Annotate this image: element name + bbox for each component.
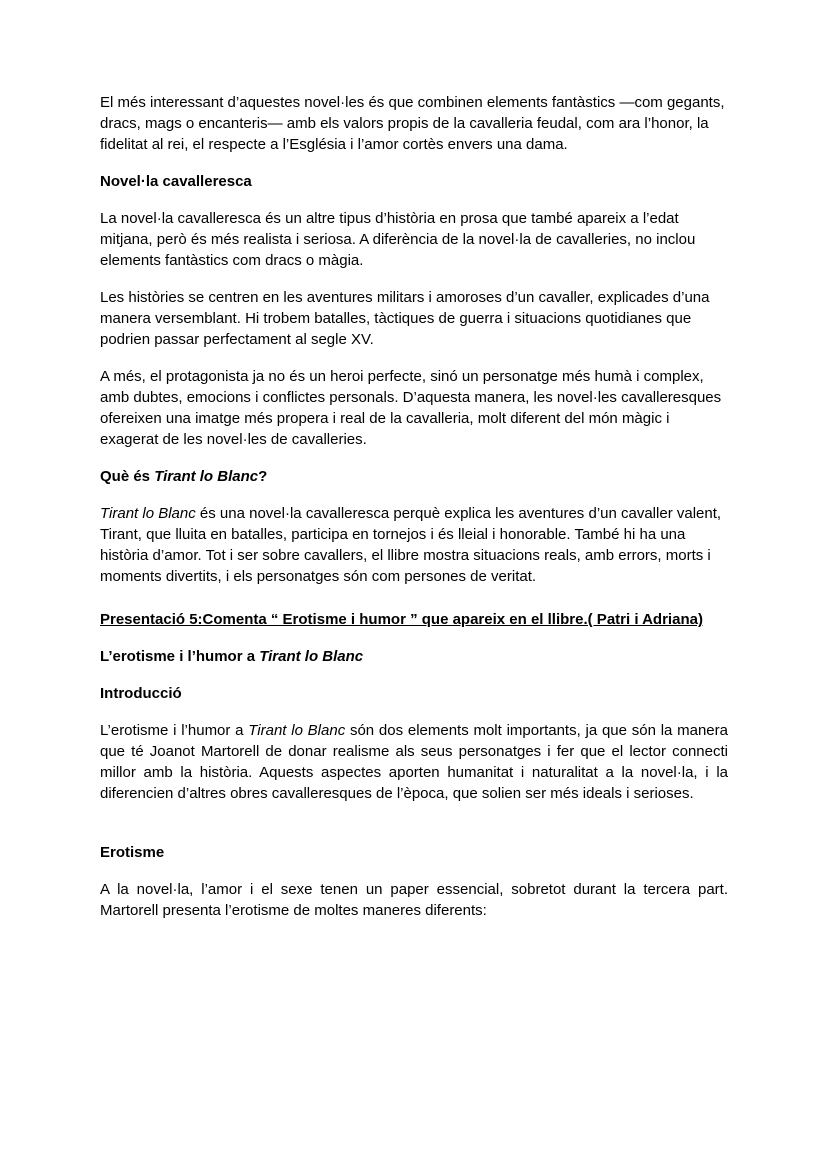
heading-erotisme-humor-pre: L’erotisme i l’humor a <box>100 648 260 665</box>
paragraph-novella-definicio: La novel·la cavalleresca és un altre tipus d’història en prosa que també apareix a l’edat mitjana, però és més realista i seriosa. A diferència de la novel·la de cavalleries, no inclou elements fantàstics com dracs o màgia. <box>100 210 696 269</box>
heading-introduccio: Introducció <box>100 685 182 702</box>
paragraph-erotisme: A la novel·la, l’amor i el sexe tenen un paper essencial, sobretot durant la tercera part. Martorell presenta l’erotisme de moltes maneres diferents: <box>100 881 728 919</box>
heading-que-es-tirant <box>100 466 728 487</box>
book-title-italic: Tirant lo Blanc <box>154 468 259 485</box>
book-title-italic: Tirant lo Blanc <box>248 722 346 739</box>
paragraph-introduccio-pre: L’erotisme i l’humor a <box>100 722 249 739</box>
paragraph-intro-fantastics: El més interessant d’aquestes novel·les és que combinen elements fantàstics —com gegants, dracs, mags o encanteris— amb els valors propis de la cavalleria feudal, com ara l’honor, la fidelitat al rei, el respecte a l’Església i l’amor cortès envers una dama. <box>100 94 725 153</box>
heading-que-es-post: ? <box>258 468 268 485</box>
paragraph-tirant-descripcio <box>100 503 728 587</box>
heading-erotisme-humor-tirant <box>100 646 728 667</box>
paragraph-protagonista-huma: A més, el protagonista ja no és un heroi perfecte, sinó un personatge més humà i complex, amb dubtes, emocions i conflictes personals. D’aquesta manera, les novel·les cavalleresques ofereixen una imatge més propera i real de la cavalleria, molt diferent del món màgic i exagerat de les novel·les de cavalleries. <box>100 368 722 448</box>
heading-novella-cavalleresca: Novel·la cavalleresca <box>100 173 252 190</box>
heading-presentacio-5: Presentació 5:Comenta “ Erotisme i humor ” que apareix en el llibre.( Patri i Adriana) <box>100 611 703 628</box>
heading-que-es-pre: Què és <box>100 468 155 485</box>
heading-erotisme: Erotisme <box>100 844 165 861</box>
paragraph-introduccio-post: són dos elements molt importants, ja que són la manera que té Joanot Martorell de donar realisme als seus personatges i fer que el lector connecti millor amb la història. Aquests aspectes aporten humanitat i naturalitat a la novel·la, i la diferencien d’altres obres cavalleresques de l’època, que solien ser més ideals i serioses. <box>100 722 728 802</box>
paragraph-introduccio <box>100 720 728 804</box>
paragraph-tirant-descripcio-text: és una novel·la cavalleresca perquè explica les aventures d’un cavaller valent, Tirant, que lluita en batalles, participa en tornejos i és lleial i honorable. També hi ha una història d’amor. Tot i ser sobre cavallers, el llibre mostra situacions reals, amb errors, morts i moments divertits, i els personatges són com persones de veritat. <box>100 505 722 585</box>
paragraph-histories-militars: Les històries se centren en les aventures militars i amoroses d’un cavaller, explicades d’una manera versemblant. Hi trobem batalles, tàctiques de guerra i situacions quotidianes que podrien passar perfectament al segle XV. <box>100 289 710 348</box>
book-title-italic: Tirant lo Blanc <box>259 648 364 665</box>
book-title-italic: Tirant lo Blanc <box>100 505 196 522</box>
